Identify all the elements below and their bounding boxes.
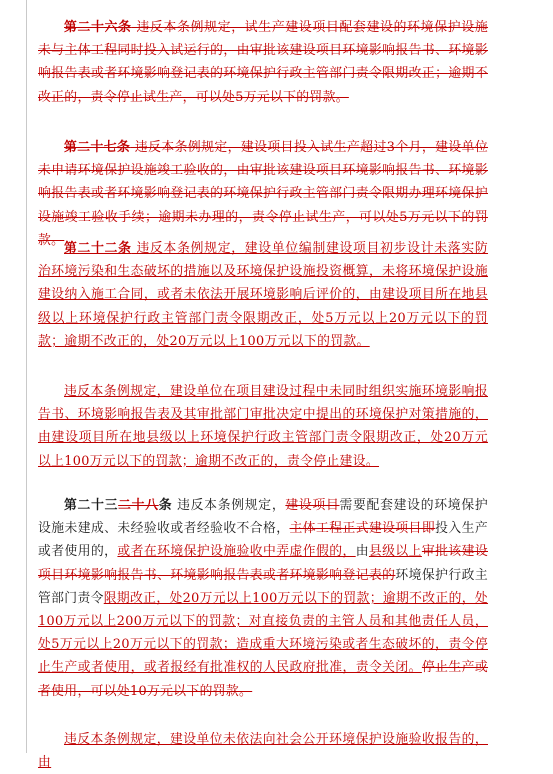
article-26-paragraph <box>38 16 488 109</box>
deleted-text: 主体工程正式建设项目即 <box>289 521 436 537</box>
article-number: 二十八 <box>118 498 159 513</box>
body-text: 违反本条例规定， <box>172 498 286 513</box>
inserted-text: 县级以上 <box>368 544 422 560</box>
inserted-text: 违反本条例规定，建设单位未依法向社会公开环境保护设施验收报告的，由 <box>38 732 488 771</box>
deleted-text: 违反本条例规定，建设项目投入试生产超过3个月，建设单位未申请环境保护设施竣工验收的，由审批该建设项目环境影响报告书、环境影响报告表或者环境影响登记表的环境保护行政主管部门责令限期办理环境保护设施竣工验收手续；逾期未办理的，责令停止试生产，可以处5万元以下的罚款。 <box>38 140 489 248</box>
inserted-text: 限期改正，处20万元以上100万元以下的罚款；逾期不改正的，处100万元以上200万元以下的罚款；对直接负责的主管人员和其他责任人员，处5万元以上20万元以下的罚款；造成重大环境污染或者生态破坏的，责令停止生产或者使用，或者报经有批准权的人民政府批准，责令关闭。 <box>38 590 489 676</box>
article-23-second-paragraph <box>38 728 488 774</box>
deleted-text: 违反本条例规定，试生产建设项目配套建设的环境保护设施未与主体工程同时投入试运行的，由审批该建设项目环境影响报告书、环境影响报告表或者环境影响登记表的环境保护行政主管部门责令限期改正；逾期不改正的，责令停止试生产，可以处5万元以下的罚款。 <box>38 20 489 105</box>
deleted-text: 建设项目 <box>285 498 340 513</box>
deleted-text: 审批该建设项目环境影响报告书、环境影响报告表或者环境影响登记表的 <box>38 544 488 583</box>
inserted-text: 违反本条例规定，建设单位编制建设项目初步设计未落实防治环境污染和生态破坏的措施以及环境保护设施投资概算，未将环境保护设施建设纳入施工合同，或者未依法开展环境影响后评价的，由建设项目所在地县级以上环境保护行政主管部门责令限期改正，处5万元以上20万元以下的罚款；逾期不改正的，处20万元以上100万元以下的罚款。 <box>38 241 489 349</box>
article-23-paragraph <box>38 494 488 703</box>
article-number: 第二十三 <box>64 498 119 513</box>
article-22-paragraph <box>38 237 488 353</box>
deleted-text: 停止生产或者使用，可以处10万元以下的罚款。 <box>38 660 489 699</box>
margin-line <box>26 0 27 753</box>
body-text: 投入生产或者使用的， <box>38 521 488 560</box>
article-27-paragraph <box>38 136 488 252</box>
inserted-text: 违反本条例规定，建设单位在项目建设过程中未同时组织实施环境影响报告书、环境影响报告表及其审批部门审批决定中提出的环境保护对策措施的，由建设项目所在地县级以上环境保护行政主管部门责令限期改正，处20万元以上100万元以下的罚款；逾期不改正的，责令停止建设。 <box>38 384 488 469</box>
article-number: 第二十六条 <box>64 20 132 35</box>
article-number: 第二十二条 <box>64 241 132 256</box>
inserted-text: 或者在环境保护设施验收中弄虚作假的， <box>117 544 356 560</box>
article-number: 条 <box>158 498 173 513</box>
body-text: 由 <box>355 544 369 560</box>
body-text: 环境保护行政主管部门责令 <box>38 567 488 606</box>
body-text: 需要配套建设的环境保护设施未建成、未经验收或者经验收不合格， <box>38 498 488 537</box>
article-number: 第二十七条 <box>64 140 131 155</box>
article-22-second-paragraph <box>38 380 488 473</box>
